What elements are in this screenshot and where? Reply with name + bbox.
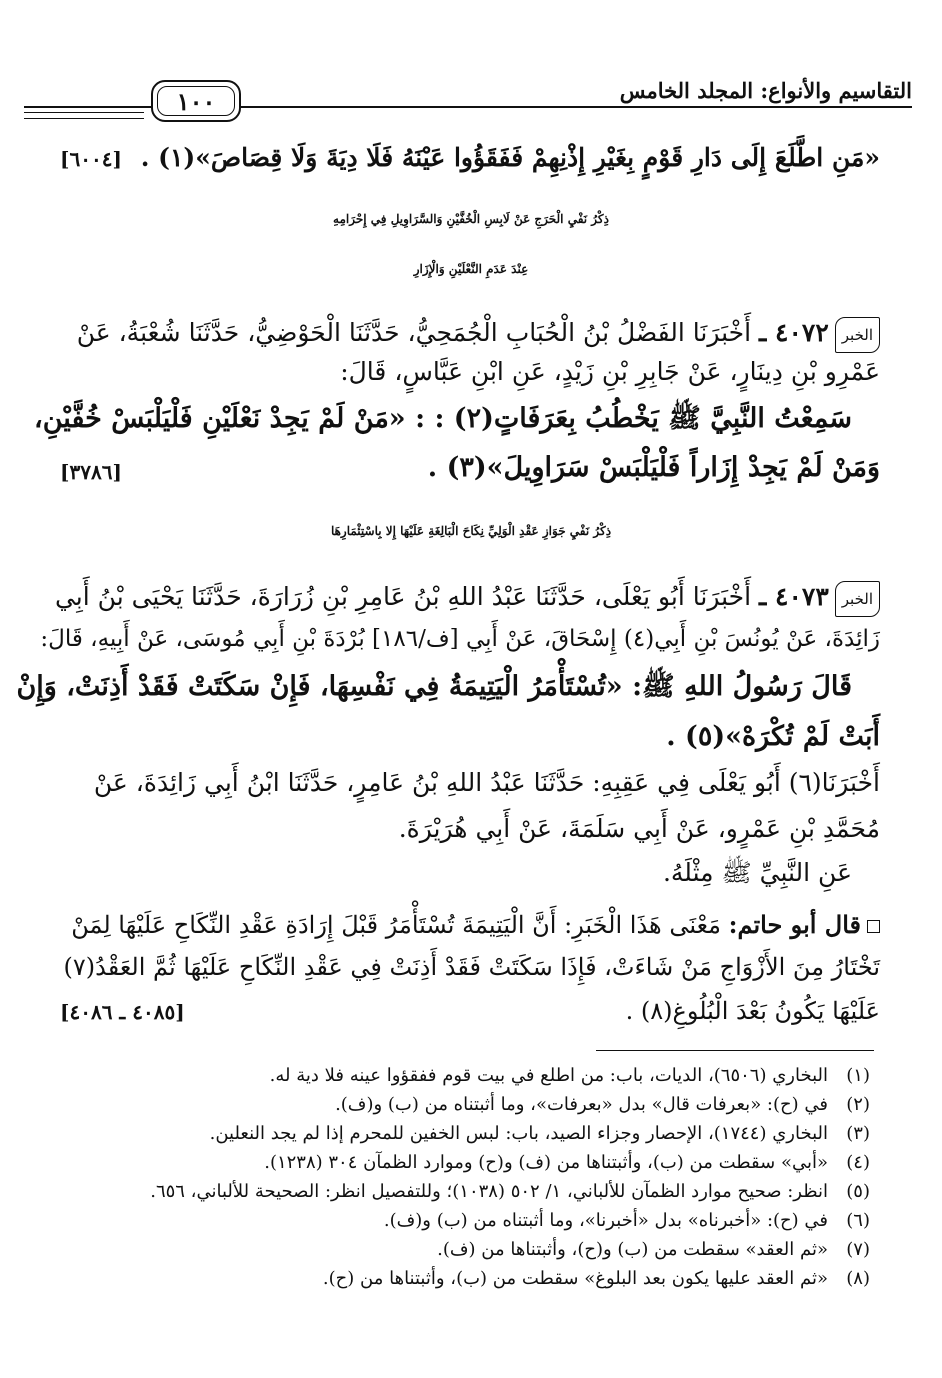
footnote-text: في (ح): «أخبرناه» بدل «أخبرنا»، وما أثبتناه من (ب) و(ف). [383,1210,828,1231]
footnote-text: «ثم العقد عليها يكون بعد البلوغ» سقطت من (ب)، وأثبتناها من (ح). [322,1268,828,1289]
commentary-line: عَلَيْهَا يَكُونُ بَعْدَ الْبُلُوغِ(٨) . [625,997,880,1025]
footnote [384,1209,870,1233]
commentary-line: تَخْتَارُ مِنَ الأَزْوَاجِ مَنْ شَاءَتْ، فَإِذَا سَكَتَتْ فَقَدْ أَذِنَتْ فِي عَقْدِ النِّكَاحِ عَلَيْهَا ثُمَّ العَقْدُ(٧) [63,953,880,981]
page-number-frame [151,80,241,122]
footnote-number: (٧) [846,1239,870,1260]
hadith-isnad-line: عَنِ النَّبِيِّ ﷺ مِثْلَهُ. [662,858,852,887]
header-rule-double [24,112,144,113]
hadith-isnad-text: أَخْبَرَنَا أَبُو يَعْلَى، حَدَّثَنَا عَبْدُ اللهِ بْنُ عَامِرِ بْنِ زُرَارَةَ، حَدَّثَنَا يَحْيَى بْنُ أَبِي [54,582,752,611]
footnote [437,1238,870,1262]
hadith-isnad-line: عَمْرِو بْنِ دِينَارٍ، عَنْ جَابِرِ بْنِ زَيْدٍ، عَنِ ابْنِ عَبَّاسٍ، قَالَ: [340,357,880,386]
running-header [24,78,912,122]
footnote-text: «أبي» سقطت من (ب)، وأثبتناها من (ف) و(ح) وموارد الظمآن ٣٠٤ (١٢٣٨). [264,1152,828,1173]
footnote-number: (٣) [846,1123,870,1144]
hadith-matn-line: وَمَنْ لَمْ يَجِدْ إِزَاراً فَلْيَلْبَسْ سَرَاوِيلَ»(٣) . [427,452,880,483]
footnote-text: «ثم العقد» سقطت من (ب) و(ح)، وأثبتناها من (ف). [437,1239,828,1260]
commentary-line [71,908,880,942]
footnote [270,1064,870,1088]
footnote-separator [596,1050,874,1051]
hadith-isnad-line [77,316,880,353]
footnote-text: البخاري (٦٥٠٦)، الديات، باب: من اطلع في بيت قوم ففقؤوا عينه فلا دية له. [269,1065,828,1086]
hadith-reference: [٤٠٨٥ ـ ٤٠٨٦] [60,1000,185,1024]
page-number: ١٠٠ [157,86,235,116]
commentary-text: مَعْنَى هَذَا الْخَبَرِ: أَنَّ الْيَتِيمَةَ تُسْتَأْمَرُ قَبْلَ إِرَادَةِ عَقْدِ النِّكَاحِ عَلَيْهَا لِمَنْ [71,911,722,939]
footnote-number: (٦) [846,1210,870,1231]
hadith-isnad-line: مُحَمَّدِ بْنِ عَمْرٍو، عَنْ أَبِي سَلَمَةَ، عَنْ أَبِي هُرَيْرَةَ. [398,814,880,843]
footnote [150,1180,870,1204]
footnote [264,1151,870,1175]
hadith-matn-line: قَالَ رَسُولُ اللهِ ﷺ: «تُسْتَأْمَرُ الْيَتِيمَةُ فِي نَفْسِهَا، فَإِنْ سَكَتَتْ فَقَدْ أَذِنَتْ، وَإِنْ [16,671,852,702]
hadith-matn-line: أَبَتْ لَمْ تُكْرَهْ»(٥) . [666,721,880,752]
footnote [210,1122,870,1146]
hadith-isnad-line: زَائِدَةَ، عَنْ يُونُسَ بْنِ أَبِي(٤) إِسْحَاقَ، عَنْ أَبِي [ف/١٨٦] بُرْدَةَ بْنِ أَبِي مُوسَى، عَنْ أَبِيهِ، قَالَ: [40,626,880,652]
hadith-matn-line: سَمِعْتُ النَّبِيَّ ﷺ يَخْطُبُ بِعَرَفَاتٍ(٢) : : «مَنْ لَمْ يَجِدْ نَعْلَيْنِ فَلْيَلْبَسْ خُفَّيْنِ، [34,403,852,434]
hadith-reference: [٦٠٠٤] [60,147,122,171]
footnote-number: (٥) [846,1181,870,1202]
footnote [323,1267,870,1291]
footnote [335,1093,870,1117]
square-bullet-icon [867,920,880,933]
chapter-heading: ذِكْرُ نَفْيِ الْحَرَجِ عَنْ لَابِسِ الْخُفَّيْنِ وَالسَّرَاوِيلِ فِي إِحْرَامِهِ [333,212,609,226]
khabar-badge: الخبر [835,581,880,617]
hadith-isnad-line: أَخْبَرَنَا(٦) أَبُو يَعْلَى فِي عَقِبِهِ: حَدَّثَنَا عَبْدُ اللهِ بْنُ عَامِرٍ، حَدَّثَنَا ابْنُ أَبِي زَائِدَةَ، عَنْ [93,768,880,797]
hadith-reference: [٣٧٨٦] [60,460,122,484]
hadith-number: ٤٠٧٣ ـ [759,582,829,611]
footnote-number: (٢) [846,1094,870,1115]
footnote-text: انظر: صحيح موارد الظمآن للألباني، ١/ ٥٠٢ (١٠٣٨)؛ وللتفصيل انظر: الصحيحة للألباني، ٦٥٦. [150,1181,828,1202]
khabar-badge: الخبر [835,317,880,353]
footnote-text: البخاري (١٧٤٤)، الإحصار وجزاء الصيد، باب: لبس الخفين للمحرم إذا لم يجد النعلين. [209,1123,828,1144]
hadith-isnad-text: أَخْبَرَنَا الفَضْلُ بْنُ الْحُبَابِ الْجُمَحِيُّ، حَدَّثَنَا الْحَوْضِيُّ، حَدَّثَنَا شُعْبَةُ، عَنْ [76,318,752,347]
footnote-number: (٨) [846,1268,870,1289]
header-title: التقاسيم والأنواع: المجلد الخامس [619,78,912,103]
hadith-isnad-line [55,580,880,617]
hadith-text-line: «مَنِ اطَّلَعَ إِلَى دَارِ قَوْمٍ بِغَيْرِ إِذْنِهِمْ فَفَقَؤُوا عَيْنَهُ فَلَا دِيَةَ وَلَا قِصَاصَ»(١) . [140,143,880,172]
footnote-number: (٤) [846,1152,870,1173]
header-rule-double [24,118,144,119]
chapter-heading: عِنْدَ عَدَمِ النَّعْلَيْنِ وَالْإِزَارِ [413,262,529,276]
footnote-text: في (ح): «بعرفات قال» بدل «بعرفات»، وما أثبتناه من (ب) و(ف). [335,1094,828,1115]
footnote-number: (١) [846,1065,870,1086]
commentary-label: قال أبو حاتم: [728,910,861,939]
hadith-number: ٤٠٧٢ ـ [759,318,829,347]
chapter-heading: ذِكْرُ نَفْيِ جَوَازِ عَقْدِ الْوَلِيِّ نِكَاحَ الْبَالِغَةِ عَلَيْهَا إِلا بِاسْتِئْمَارِهَا [330,524,612,538]
